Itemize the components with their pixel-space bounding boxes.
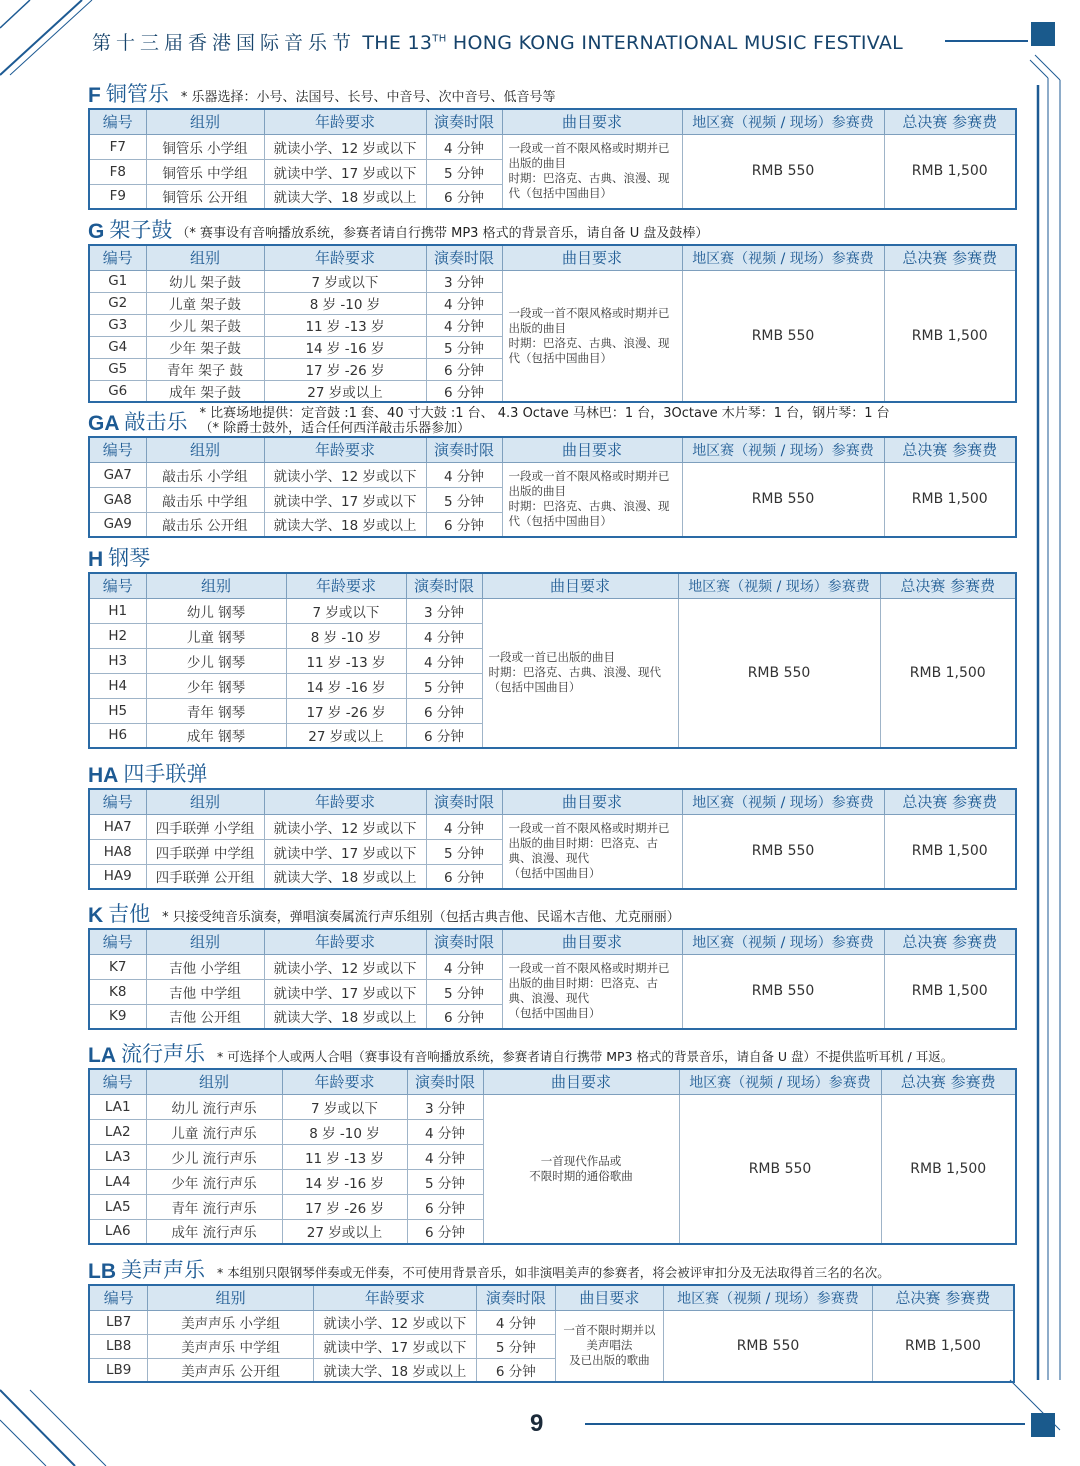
code-cell: GA8: [89, 487, 146, 512]
age-cell: 7 岁或以下: [264, 270, 426, 292]
pop-vocal-table: [88, 1068, 1017, 1245]
regional-fee-cell: RMB 550: [682, 462, 884, 537]
column-header: 年龄要求: [286, 573, 406, 598]
column-header: 编号: [89, 109, 146, 134]
time-cell: 3 分钟: [426, 270, 502, 292]
time-cell: 4 分钟: [407, 1119, 483, 1144]
group-cell: 青年 流行声乐: [146, 1194, 282, 1219]
age-cell: 就读大学、18 岁或以上: [313, 1358, 476, 1382]
group-cell: 少年 流行声乐: [146, 1169, 282, 1194]
time-cell: 5 分钟: [426, 839, 502, 864]
code-cell: LA4: [89, 1169, 146, 1194]
requirement-cell: 一段或一首不限风格或时期并已出版的曲目 时期：巴洛克、古典、浪漫、现代（包括中国曲目）: [502, 270, 682, 402]
table-header-row: [89, 109, 1016, 134]
section-title: K 吉他 * 只接受纯音乐演奏，弹唱演奏属流行声乐组别（包括古典吉他、民谣木吉他、尤克丽丽）: [88, 902, 680, 927]
time-cell: 4 分钟: [426, 462, 502, 487]
time-cell: 6 分钟: [406, 698, 482, 723]
column-header: 组别: [146, 1069, 282, 1094]
column-header: 组别: [146, 437, 264, 462]
age-cell: 就读中学、17 岁或以下: [264, 487, 426, 512]
time-cell: 4 分钟: [426, 954, 502, 979]
column-header: 地区赛（视频 / 现场）参赛费: [682, 437, 884, 462]
time-cell: 6 分钟: [426, 380, 502, 402]
group-cell: 少儿 架子鼓: [146, 314, 264, 336]
column-header: 演奏时限: [426, 929, 502, 954]
column-header: 曲目要求: [502, 789, 682, 814]
table-row: [89, 134, 1016, 159]
regional-fee-cell: RMB 550: [682, 814, 884, 889]
age-cell: 7 岁或以下: [282, 1094, 407, 1119]
table-header-row: [89, 437, 1016, 462]
age-cell: 8 岁 -10 岁: [282, 1119, 407, 1144]
final-fee-cell: RMB 1,500: [880, 598, 1016, 748]
column-header: 地区赛（视频 / 现场）参赛费: [678, 573, 880, 598]
code-cell: F9: [89, 184, 146, 209]
time-cell: 3 分钟: [407, 1094, 483, 1119]
column-header: 编号: [89, 789, 146, 814]
time-cell: 6 分钟: [426, 358, 502, 380]
regional-fee-cell: RMB 550: [679, 1094, 881, 1244]
age-cell: 14 岁 -16 岁: [286, 673, 406, 698]
time-cell: 6 分钟: [426, 512, 502, 537]
column-header: 年龄要求: [264, 929, 426, 954]
section-note: （* 赛事设有音响播放系统，参赛者请自行携带 MP3 格式的背景音乐，请自备 U 盘及鼓棒）: [176, 226, 709, 241]
group-cell: 吉他 中学组: [146, 979, 264, 1004]
section-note: * 可选择个人或两人合唱（赛事设有音响播放系统，参赛者请自行携带 MP3 格式的背景音乐，请自备 U 盘）不提供监听耳机 / 耳返。: [217, 1049, 954, 1064]
section-title: GA 敲击乐 * 比赛场地提供：定音鼓 :1 套、40 寸大鼓 :1 台、 4.3 Octave 马林巴：1 台，3Octave 木片琴：1 台，钢片琴：1 台 （* 除爵士鼓外，适合任何西洋敲击乐器参加）: [88, 406, 890, 436]
column-header: 曲目要求: [482, 573, 678, 598]
time-cell: 5 分钟: [477, 1334, 556, 1358]
section-note: * 只接受纯音乐演奏，弹唱演奏属流行声乐组别（包括古典吉他、民谣木吉他、尤克丽丽）: [162, 910, 680, 925]
group-cell: 儿童 流行声乐: [146, 1119, 282, 1144]
code-cell: LB9: [89, 1358, 148, 1382]
requirement-cell: 一段或一首不限风格或时期并已出版的曲目 时期：巴洛克、古典、浪漫、现代（包括中国曲目）: [502, 462, 682, 537]
section-guitar: [88, 900, 1015, 1030]
column-header: 总决赛 参赛费: [880, 573, 1016, 598]
column-header: 地区赛（视频 / 现场）参赛费: [682, 109, 884, 134]
table-header-row: [89, 789, 1016, 814]
requirement-cell: 一段或一首已出版的曲目 时期：巴洛克、古典、浪漫、现代（包括中国曲目）: [482, 598, 678, 748]
column-header: 总决赛 参赛费: [884, 437, 1016, 462]
time-cell: 5 分钟: [407, 1169, 483, 1194]
age-cell: 就读中学、17 岁或以下: [264, 979, 426, 1004]
column-header: 编号: [89, 1285, 148, 1310]
section-bel-canto: [88, 1256, 1015, 1383]
code-cell: G2: [89, 292, 146, 314]
table-row: [89, 1094, 1016, 1119]
column-header: 组别: [146, 929, 264, 954]
page-header: [92, 28, 952, 54]
code-cell: G6: [89, 380, 146, 402]
code-cell: K9: [89, 1004, 146, 1029]
time-cell: 6 分钟: [426, 864, 502, 889]
age-cell: 17 岁 -26 岁: [264, 358, 426, 380]
requirement-cell: 一首现代作品或 不限时期的通俗歌曲: [483, 1094, 679, 1244]
code-cell: LA1: [89, 1094, 146, 1119]
column-header: 总决赛 参赛费: [881, 1069, 1016, 1094]
group-cell: 儿童 钢琴: [146, 623, 286, 648]
section-title: F 铜管乐 * 乐器选择：小号、法国号、长号、中音号、次中音号、低音号等: [88, 82, 556, 107]
age-cell: 11 岁 -13 岁: [282, 1144, 407, 1169]
final-fee-cell: RMB 1,500: [884, 814, 1016, 889]
section-title: H 钢琴: [88, 546, 151, 571]
time-cell: 6 分钟: [407, 1194, 483, 1219]
age-cell: 27 岁或以上: [282, 1219, 407, 1244]
code-cell: H6: [89, 723, 146, 748]
group-cell: 铜管乐 中学组: [146, 159, 264, 184]
group-cell: 敲击乐 中学组: [146, 487, 264, 512]
column-header: 曲目要求: [502, 245, 682, 270]
age-cell: 就读小学、12 岁或以下: [313, 1310, 476, 1334]
piano-duet-table: [88, 788, 1017, 890]
time-cell: 5 分钟: [426, 159, 502, 184]
requirement-cell: 一段或一首不限风格或时期并已出版的曲目时期：巴洛克、古典、浪漫、现代 （包括中国曲目）: [502, 954, 682, 1029]
age-cell: 7 岁或以下: [286, 598, 406, 623]
time-cell: 4 分钟: [426, 314, 502, 336]
section-note: * 本组别只限钢琴伴奏或无伴奏，不可使用背景音乐，如非演唱美声的参赛者，将会被评审扣分及无法取得首三名的名次。: [217, 1265, 890, 1280]
table-row: [89, 598, 1016, 623]
time-cell: 6 分钟: [406, 723, 482, 748]
code-cell: LA5: [89, 1194, 146, 1219]
column-header: 年龄要求: [264, 109, 426, 134]
time-cell: 6 分钟: [426, 1004, 502, 1029]
group-cell: 少年 钢琴: [146, 673, 286, 698]
column-header: 地区赛（视频 / 现场）参赛费: [664, 1285, 873, 1310]
age-cell: 11 岁 -13 岁: [286, 648, 406, 673]
column-header: 演奏时限: [426, 245, 502, 270]
group-cell: 幼儿 架子鼓: [146, 270, 264, 292]
age-cell: 11 岁 -13 岁: [264, 314, 426, 336]
section-title: HA 四手联弹: [88, 762, 208, 787]
brass-table: [88, 108, 1017, 210]
final-fee-cell: RMB 1,500: [884, 954, 1016, 1029]
column-header: 总决赛 参赛费: [884, 789, 1016, 814]
code-cell: GA9: [89, 512, 146, 537]
time-cell: 4 分钟: [407, 1144, 483, 1169]
section-note: * 比赛场地提供：定音鼓 :1 套、40 寸大鼓 :1 台、 4.3 Octave 马林巴：1 台，3Octave 木片琴：1 台，钢片琴：1 台 （* 除爵士鼓外，适合任何西洋敲击乐器参加）: [199, 406, 890, 436]
age-cell: 27 岁或以上: [264, 380, 426, 402]
code-cell: G4: [89, 336, 146, 358]
time-cell: 3 分钟: [406, 598, 482, 623]
group-cell: 四手联弹 中学组: [146, 839, 264, 864]
code-cell: F8: [89, 159, 146, 184]
section-title: LA 流行声乐 * 可选择个人或两人合唱（赛事设有音响播放系统，参赛者请自行携带 MP3 格式的背景音乐，请自备 U 盘）不提供监听耳机 / 耳返。: [88, 1042, 954, 1067]
header-title-en: THE 13TH HONG KONG INTERNATIONAL MUSIC FESTIVAL: [362, 32, 904, 54]
requirement-cell: 一段或一首不限风格或时期并已出版的曲目时期：巴洛克、古典、浪漫、现代 （包括中国曲目）: [502, 814, 682, 889]
time-cell: 4 分钟: [426, 814, 502, 839]
age-cell: 就读小学、12 岁或以下: [264, 134, 426, 159]
table-header-row: [89, 1285, 1014, 1310]
column-header: 总决赛 参赛费: [884, 245, 1016, 270]
age-cell: 就读小学、12 岁或以下: [264, 462, 426, 487]
group-cell: 四手联弹 公开组: [146, 864, 264, 889]
section-piano-duet: [88, 760, 1015, 890]
age-cell: 就读大学、18 岁或以上: [264, 184, 426, 209]
age-cell: 17 岁 -26 岁: [286, 698, 406, 723]
bel-canto-table: [88, 1284, 1015, 1383]
code-cell: HA8: [89, 839, 146, 864]
requirement-cell: 一首不限时期并以 美声唱法 及已出版的歌曲: [555, 1310, 664, 1382]
final-fee-cell: RMB 1,500: [881, 1094, 1016, 1244]
column-header: 演奏时限: [407, 1069, 483, 1094]
age-cell: 就读中学、17 岁或以下: [264, 159, 426, 184]
group-cell: 成年 钢琴: [146, 723, 286, 748]
group-cell: 敲击乐 公开组: [146, 512, 264, 537]
table-header-row: [89, 573, 1016, 598]
age-cell: 27 岁或以上: [286, 723, 406, 748]
percussion-table: [88, 436, 1017, 538]
age-cell: 就读中学、17 岁或以下: [264, 839, 426, 864]
group-cell: 吉他 公开组: [146, 1004, 264, 1029]
table-row: [89, 270, 1016, 292]
section-pop-vocal: [88, 1040, 1015, 1245]
code-cell: G3: [89, 314, 146, 336]
group-cell: 少儿 钢琴: [146, 648, 286, 673]
column-header: 地区赛（视频 / 现场）参赛费: [682, 789, 884, 814]
age-cell: 17 岁 -26 岁: [282, 1194, 407, 1219]
regional-fee-cell: RMB 550: [682, 134, 884, 209]
section-title: LB 美声声乐 * 本组别只限钢琴伴奏或无伴奏，不可使用背景音乐，如非演唱美声的参赛者，将会被评审扣分及无法取得首三名的名次。: [88, 1258, 890, 1283]
time-cell: 4 分钟: [426, 134, 502, 159]
time-cell: 5 分钟: [426, 979, 502, 1004]
time-cell: 6 分钟: [426, 184, 502, 209]
age-cell: 8 岁 -10 岁: [264, 292, 426, 314]
age-cell: 就读大学、18 岁或以上: [264, 512, 426, 537]
age-cell: 14 岁 -16 岁: [282, 1169, 407, 1194]
group-cell: 敲击乐 小学组: [146, 462, 264, 487]
section-percussion: [88, 404, 1015, 538]
section-title: G 架子鼓 （* 赛事设有音响播放系统，参赛者请自行携带 MP3 格式的背景音乐，请自备 U 盘及鼓棒）: [88, 218, 709, 243]
column-header: 演奏时限: [426, 789, 502, 814]
age-cell: 就读大学、18 岁或以上: [264, 1004, 426, 1029]
regional-fee-cell: RMB 550: [682, 954, 884, 1029]
section-drum-kit: [88, 216, 1015, 403]
final-fee-cell: RMB 1,500: [884, 134, 1016, 209]
column-header: 组别: [146, 789, 264, 814]
column-header: 组别: [146, 245, 264, 270]
group-cell: 少儿 流行声乐: [146, 1144, 282, 1169]
time-cell: 5 分钟: [406, 673, 482, 698]
group-cell: 铜管乐 小学组: [146, 134, 264, 159]
code-cell: H1: [89, 598, 146, 623]
code-cell: F7: [89, 134, 146, 159]
column-header: 组别: [146, 109, 264, 134]
group-cell: 成年 流行声乐: [146, 1219, 282, 1244]
header-title-cn: 第十三届香港国际音乐节: [92, 32, 357, 54]
column-header: 编号: [89, 573, 146, 598]
column-header: 总决赛 参赛费: [884, 929, 1016, 954]
column-header: 演奏时限: [426, 437, 502, 462]
group-cell: 青年 架子 鼓: [146, 358, 264, 380]
age-cell: 就读中学、17 岁或以下: [313, 1334, 476, 1358]
column-header: 编号: [89, 1069, 146, 1094]
final-fee-cell: RMB 1,500: [872, 1310, 1014, 1382]
code-cell: H4: [89, 673, 146, 698]
code-cell: G1: [89, 270, 146, 292]
code-cell: H5: [89, 698, 146, 723]
column-header: 曲目要求: [502, 437, 682, 462]
group-cell: 成年 架子鼓: [146, 380, 264, 402]
column-header: 总决赛 参赛费: [872, 1285, 1014, 1310]
time-cell: 4 分钟: [406, 648, 482, 673]
code-cell: LA3: [89, 1144, 146, 1169]
column-header: 曲目要求: [483, 1069, 679, 1094]
group-cell: 美声声乐 中学组: [148, 1334, 313, 1358]
code-cell: HA9: [89, 864, 146, 889]
regional-fee-cell: RMB 550: [678, 598, 880, 748]
section-note: * 乐器选择：小号、法国号、长号、中音号、次中音号、低音号等: [180, 90, 556, 105]
age-cell: 14 岁 -16 岁: [264, 336, 426, 358]
column-header: 组别: [146, 573, 286, 598]
table-header-row: [89, 245, 1016, 270]
table-row: [89, 814, 1016, 839]
age-cell: 就读大学、18 岁或以上: [264, 864, 426, 889]
column-header: 年龄要求: [313, 1285, 476, 1310]
table-row: [89, 1310, 1014, 1334]
time-cell: 6 分钟: [407, 1219, 483, 1244]
group-cell: 青年 钢琴: [146, 698, 286, 723]
table-row: [89, 954, 1016, 979]
group-cell: 幼儿 钢琴: [146, 598, 286, 623]
column-header: 总决赛 参赛费: [884, 109, 1016, 134]
column-header: 演奏时限: [426, 109, 502, 134]
piano-table: [88, 572, 1017, 749]
column-header: 编号: [89, 929, 146, 954]
group-cell: 美声声乐 公开组: [148, 1358, 313, 1382]
code-cell: LB8: [89, 1334, 148, 1358]
column-header: 地区赛（视频 / 现场）参赛费: [682, 245, 884, 270]
code-cell: K8: [89, 979, 146, 1004]
code-cell: H3: [89, 648, 146, 673]
time-cell: 5 分钟: [426, 487, 502, 512]
code-cell: LA6: [89, 1219, 146, 1244]
code-cell: G5: [89, 358, 146, 380]
column-header: 曲目要求: [502, 929, 682, 954]
group-cell: 少年 架子鼓: [146, 336, 264, 358]
section-piano: [88, 544, 1015, 749]
time-cell: 4 分钟: [426, 292, 502, 314]
regional-fee-cell: RMB 550: [682, 270, 884, 402]
code-cell: H2: [89, 623, 146, 648]
column-header: 曲目要求: [555, 1285, 664, 1310]
group-cell: 幼儿 流行声乐: [146, 1094, 282, 1119]
column-header: 演奏时限: [406, 573, 482, 598]
group-cell: 吉他 小学组: [146, 954, 264, 979]
time-cell: 5 分钟: [426, 336, 502, 358]
section-brass: [88, 80, 1015, 210]
time-cell: 4 分钟: [406, 623, 482, 648]
column-header: 地区赛（视频 / 现场）参赛费: [682, 929, 884, 954]
final-fee-cell: RMB 1,500: [884, 462, 1016, 537]
column-header: 年龄要求: [264, 245, 426, 270]
age-cell: 8 岁 -10 岁: [286, 623, 406, 648]
column-header: 编号: [89, 437, 146, 462]
group-cell: 铜管乐 公开组: [146, 184, 264, 209]
time-cell: 4 分钟: [477, 1310, 556, 1334]
column-header: 编号: [89, 245, 146, 270]
table-row: [89, 462, 1016, 487]
column-header: 地区赛（视频 / 现场）参赛费: [679, 1069, 881, 1094]
guitar-table: [88, 928, 1017, 1030]
final-fee-cell: RMB 1,500: [884, 270, 1016, 402]
column-header: 演奏时限: [477, 1285, 556, 1310]
code-cell: LA2: [89, 1119, 146, 1144]
age-cell: 就读小学、12 岁或以下: [264, 814, 426, 839]
column-header: 曲目要求: [502, 109, 682, 134]
column-header: 年龄要求: [264, 437, 426, 462]
code-cell: K7: [89, 954, 146, 979]
page-number: 9: [530, 1410, 544, 1437]
column-header: 年龄要求: [282, 1069, 407, 1094]
group-cell: 儿童 架子鼓: [146, 292, 264, 314]
group-cell: 美声声乐 小学组: [148, 1310, 313, 1334]
code-cell: GA7: [89, 462, 146, 487]
time-cell: 6 分钟: [477, 1358, 556, 1382]
age-cell: 就读小学、12 岁或以下: [264, 954, 426, 979]
drum-kit-table: [88, 244, 1017, 403]
code-cell: LB7: [89, 1310, 148, 1334]
column-header: 年龄要求: [264, 789, 426, 814]
table-header-row: [89, 1069, 1016, 1094]
table-header-row: [89, 929, 1016, 954]
group-cell: 四手联弹 小学组: [146, 814, 264, 839]
column-header: 组别: [148, 1285, 313, 1310]
code-cell: HA7: [89, 814, 146, 839]
regional-fee-cell: RMB 550: [664, 1310, 873, 1382]
requirement-cell: 一段或一首不限风格或时期并已出版的曲目 时期：巴洛克、古典、浪漫、现代（包括中国曲目）: [502, 134, 682, 209]
